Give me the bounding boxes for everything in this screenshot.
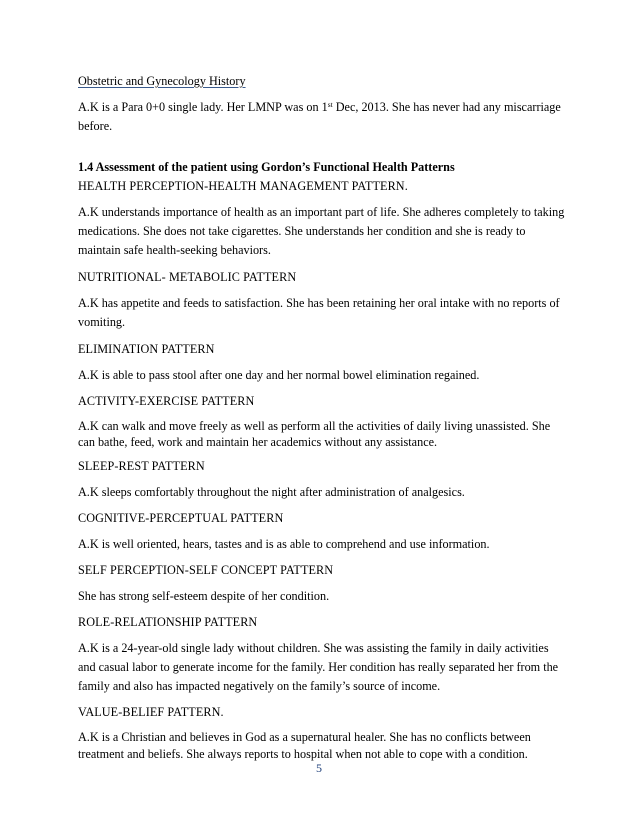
pattern-text-value: A.K is a Christian and believes in God as a supernatural healer. She has no conflicts between treatment and beliefs. She always reports to hospital when not able to cope with a condition.: [78, 730, 531, 761]
pattern-title-cognitive: COGNITIVE-PERCEPTUAL PATTERN: [78, 511, 284, 525]
pattern-title-activity: ACTIVITY-EXERCISE PATTERN: [78, 394, 255, 408]
pattern-title-value: VALUE-BELIEF PATTERN.: [78, 705, 224, 719]
pattern-text-elimination: A.K is able to pass stool after one day and her normal bowel elimination regained.: [78, 368, 480, 382]
obstetric-paragraph: [78, 98, 568, 136]
obstetric-text-before: A.K is a Para 0+0 single lady. Her LMNP was on 1: [78, 100, 328, 114]
page-body: [78, 72, 568, 763]
obstetric-text-after: Dec, 2013. She has never had any miscarriage before.: [78, 100, 561, 133]
section-title: 1.4 Assessment of the patient using Gordon’s Functional Health Patterns: [78, 160, 455, 174]
pattern-title-sleep: SLEEP-REST PATTERN: [78, 459, 205, 473]
pattern-text-role: A.K is a 24-year-old single lady without children. She was assisting the family in daily activities and casual labor to generate income for the family. Her condition has really separated her from the family and also has impacted negatively on the family’s source of income.: [78, 641, 559, 693]
pattern-title-elimination: ELIMINATION PATTERN: [78, 342, 215, 356]
obstetric-heading: Obstetric and Gynecology History: [78, 74, 246, 88]
pattern-text-self-perception: She has strong self-esteem despite of her condition.: [78, 589, 330, 603]
pattern-text-sleep: A.K sleeps comfortably throughout the night after administration of analgesics.: [78, 485, 465, 499]
page-number: 5: [316, 761, 322, 775]
pattern-title-self-perception: SELF PERCEPTION-SELF CONCEPT PATTERN: [78, 563, 334, 577]
pattern-title-role: ROLE-RELATIONSHIP PATTERN: [78, 615, 258, 629]
pattern-title-health: HEALTH PERCEPTION-HEALTH MANAGEMENT PATTERN.: [78, 179, 408, 193]
ordinal-suffix: st: [327, 100, 333, 109]
pattern-text-nutritional: A.K has appetite and feeds to satisfaction. She has been retaining her oral intake with no reports of vomiting.: [78, 296, 560, 329]
pattern-text-cognitive: A.K is well oriented, hears, tastes and is as able to comprehend and use information.: [78, 537, 490, 551]
pattern-text-health: A.K understands importance of health as an important part of life. She adheres completely to taking medications. She does not take cigarettes. She understands her condition and she is ready to maintain safe health-seeking behaviors.: [78, 205, 565, 257]
pattern-title-nutritional: NUTRITIONAL- METABOLIC PATTERN: [78, 270, 297, 284]
pattern-text-activity: A.K can walk and move freely as well as perform all the activities of daily living unassisted. She can bathe, feed, work and maintain her academics without any assistance.: [78, 419, 551, 449]
